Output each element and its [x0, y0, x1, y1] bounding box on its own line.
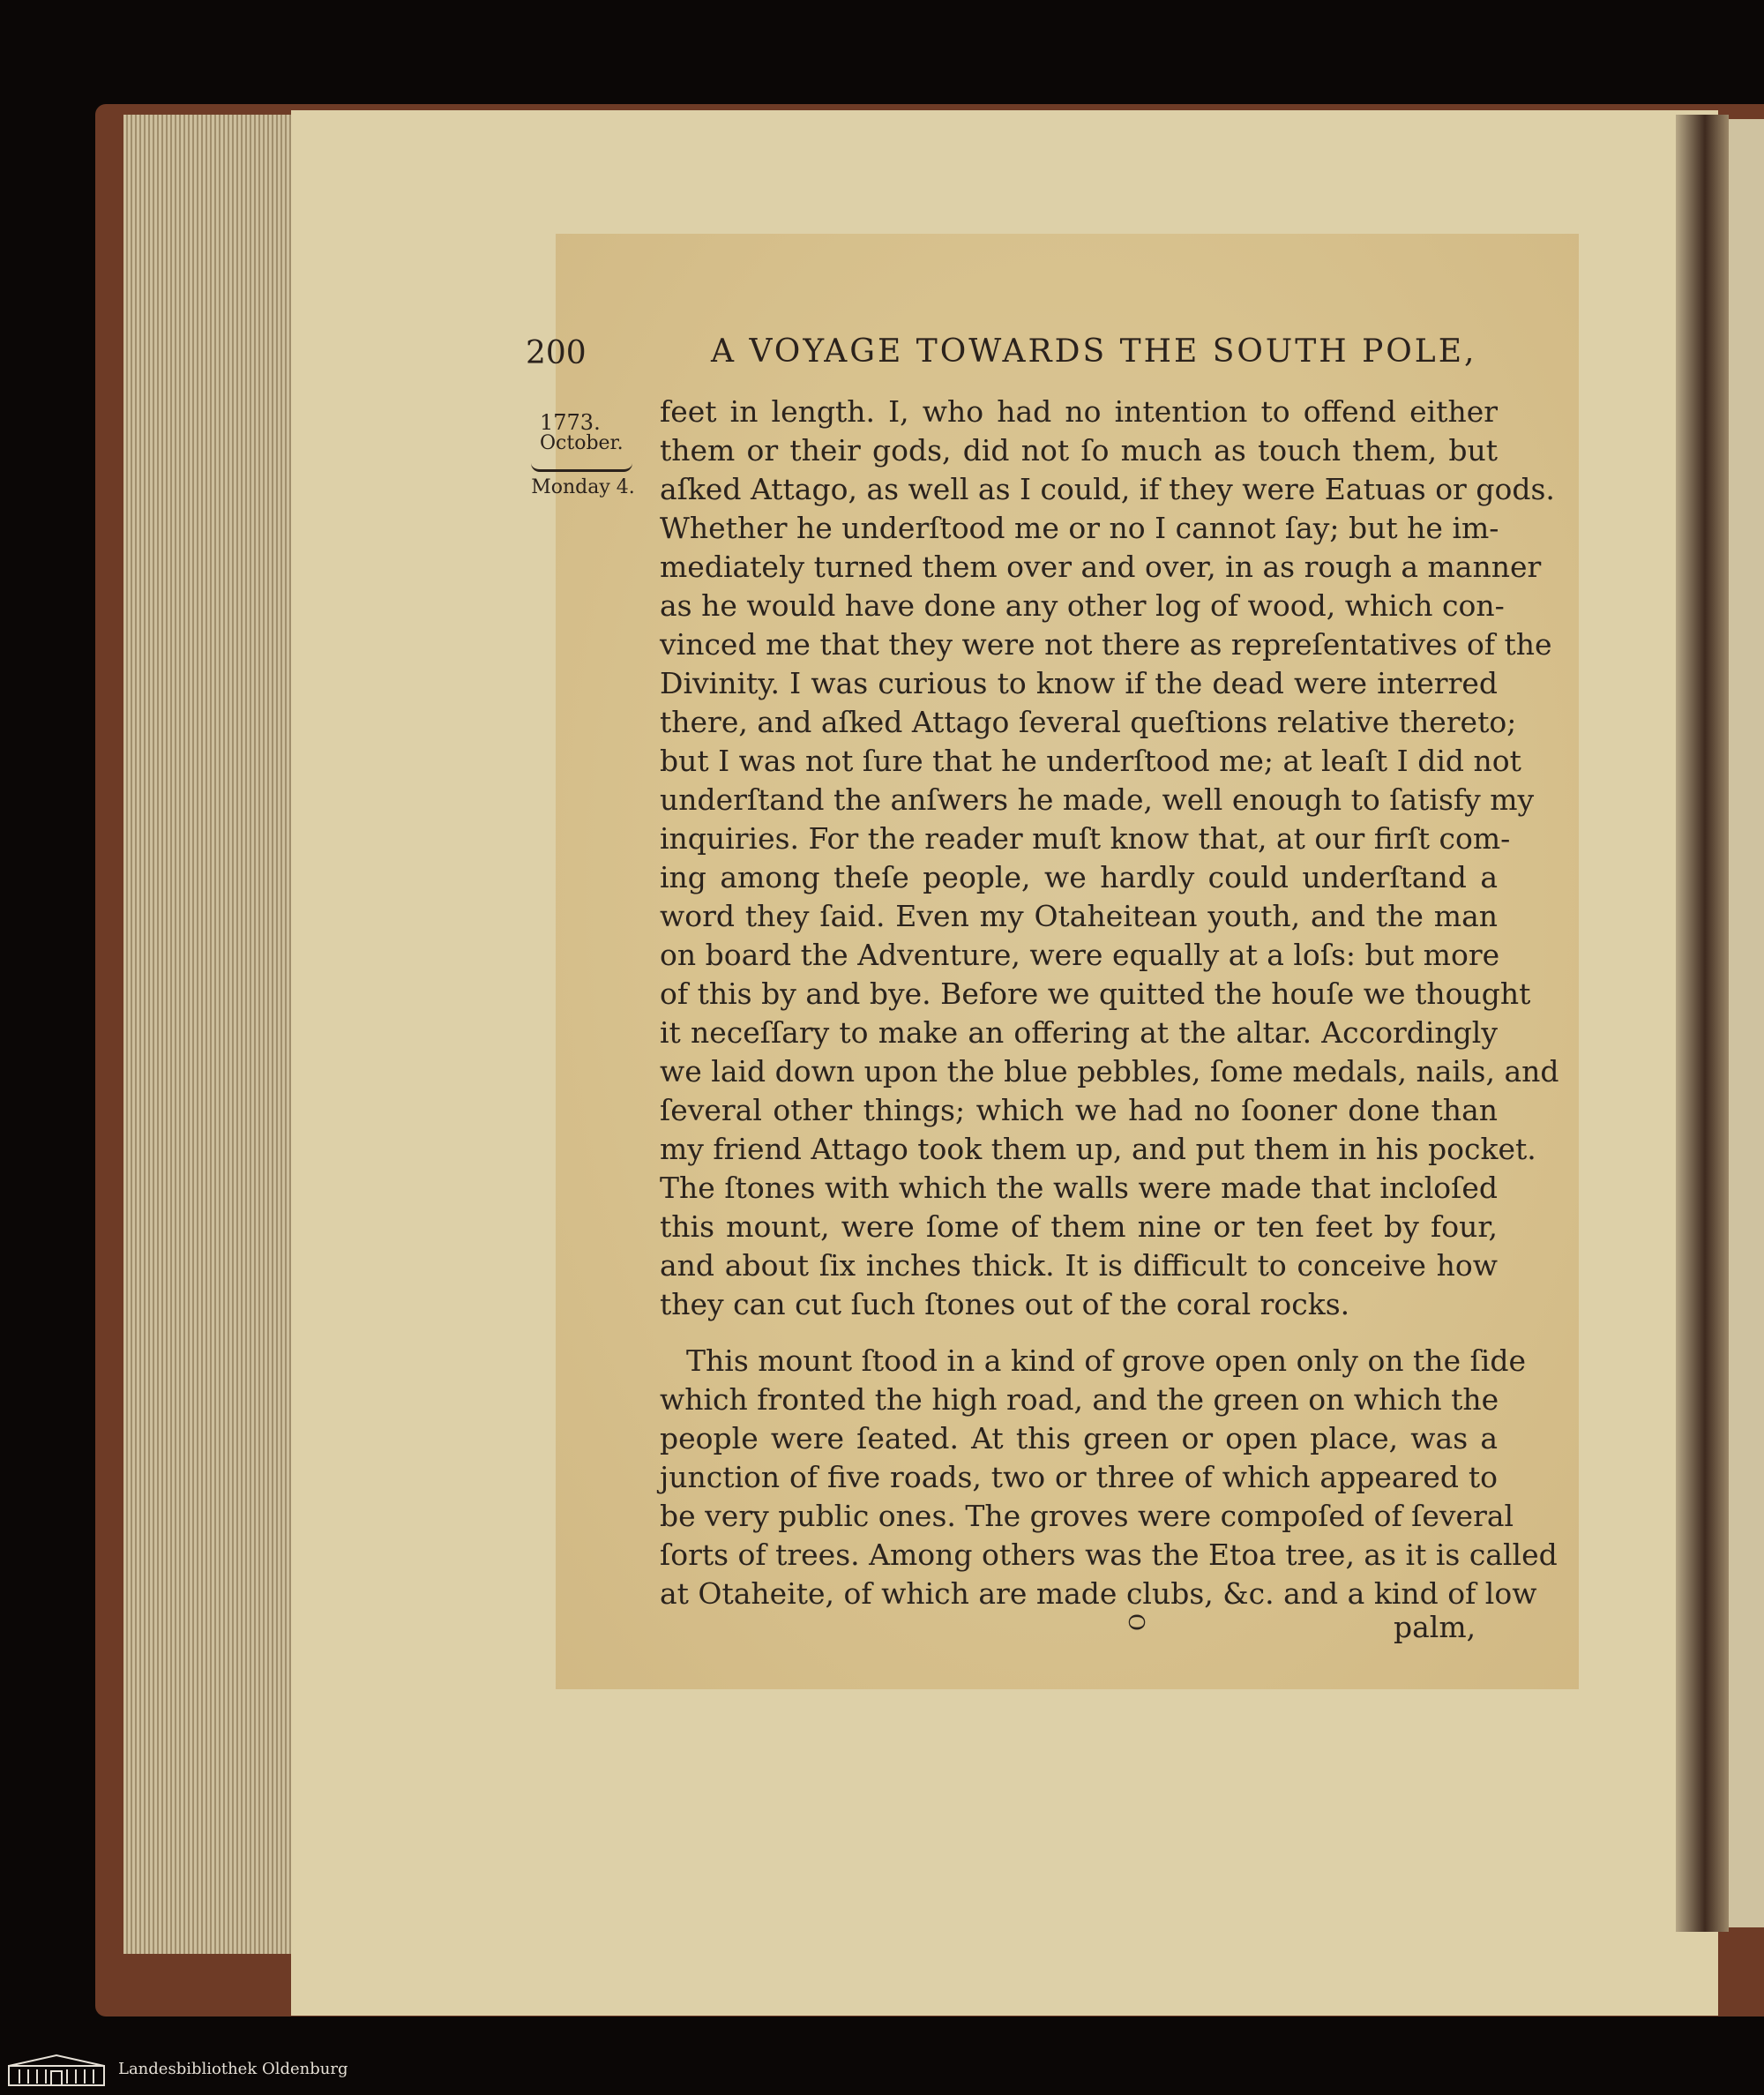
text-line: This mount ſtood in a kind of grove open only on the ſide	[686, 1343, 1527, 1378]
text-line: them or their gods, did not ſo much as touch them, but	[660, 433, 1498, 468]
text-line: which fronted the high road, and the green on which the	[660, 1382, 1499, 1417]
margin-note-day: Monday 4.	[531, 476, 635, 498]
page-edges	[123, 115, 295, 1954]
margin-brace	[531, 457, 632, 472]
text-line: people were ſeated. At this green or open place, was a	[660, 1421, 1498, 1455]
text-line: The ſtones with which the walls were made that incloſed	[660, 1171, 1498, 1205]
paragraph-2	[660, 1342, 1558, 1613]
text-line: this mount, were ſome of them nine or ten feet by four,	[660, 1209, 1498, 1244]
signature-mark: O	[1123, 1613, 1148, 1631]
text-line: junction of five roads, two or three of which appeared to	[660, 1460, 1498, 1494]
text-line: inquiries. For the reader muſt know that, at our firſt com-	[660, 821, 1511, 856]
text-line: ſorts of trees. Among others was the Etoa tree, as it is called	[660, 1538, 1558, 1572]
body-text	[660, 393, 1559, 1613]
text-line: word they ſaid. Even my Otaheitean youth, and the man	[660, 899, 1498, 933]
text-line: on board the Adventure, were equally at a loſs: but more	[660, 938, 1500, 972]
text-line: at Otaheite, of which are made clubs, &c. and a kind of low	[660, 1576, 1537, 1611]
book-gutter	[1676, 115, 1729, 1932]
text-line: feet in length. I, who had no intention to offend either	[660, 394, 1498, 429]
text-line: Divinity. I was curious to know if the dead were interred	[660, 666, 1498, 700]
text-line: it neceſſary to make an offering at the altar. Accordingly	[660, 1015, 1498, 1050]
text-line: and about ſix inches thick. It is difficult to conceive how	[660, 1248, 1498, 1283]
text-line: but I was not ſure that he underſtood me; at leaſt I did not	[660, 744, 1521, 778]
running-head: A VOYAGE TOWARDS THE SOUTH POLE,	[711, 333, 1477, 370]
text-line: Whether he underſtood me or no I cannot ſay; but he im-	[660, 511, 1499, 545]
text-line: as he would have done any other log of wood, which con-	[660, 588, 1505, 623]
text-line: vinced me that they were not there as repreſentatives of the	[660, 627, 1552, 662]
text-line: underſtand the anſwers he made, well enough to ſatisfy my	[660, 782, 1535, 817]
text-line: be very public ones. The groves were compoſed of ſeveral	[660, 1499, 1514, 1533]
library-label: Landesbibliothek Oldenburg	[118, 2060, 348, 2078]
text-line: ſeveral other things; which we had no ſooner done than	[660, 1093, 1498, 1127]
text-line: we laid down upon the blue pebbles, ſome medals, nails, and	[660, 1054, 1559, 1089]
library-building-icon	[7, 2054, 106, 2087]
text-line: mediately turned them over and over, in as rough a manner	[660, 550, 1542, 584]
text-line: of this by and bye. Before we quitted the houſe we thought	[660, 976, 1531, 1011]
footer-bar	[0, 2045, 1764, 2095]
text-line: aſked Attago, as well as I could, if they were Eatuas or gods.	[660, 472, 1555, 506]
margin-note-month: October.	[540, 432, 624, 454]
text-line: they can cut ſuch ſtones out of the coral rocks.	[660, 1287, 1350, 1321]
text-line: ing among theſe people, we hardly could underſtand a	[660, 860, 1498, 894]
facing-page-edge	[1729, 119, 1764, 1927]
margin-note-year: 1773.	[540, 410, 601, 435]
text-line: there, and aſked Attago ſeveral queſtions relative thereto;	[660, 705, 1517, 739]
page-number: 200	[526, 335, 587, 371]
text-line: my friend Attago took them up, and put them in his pocket.	[660, 1132, 1536, 1166]
catchword: palm,	[1394, 1610, 1476, 1644]
